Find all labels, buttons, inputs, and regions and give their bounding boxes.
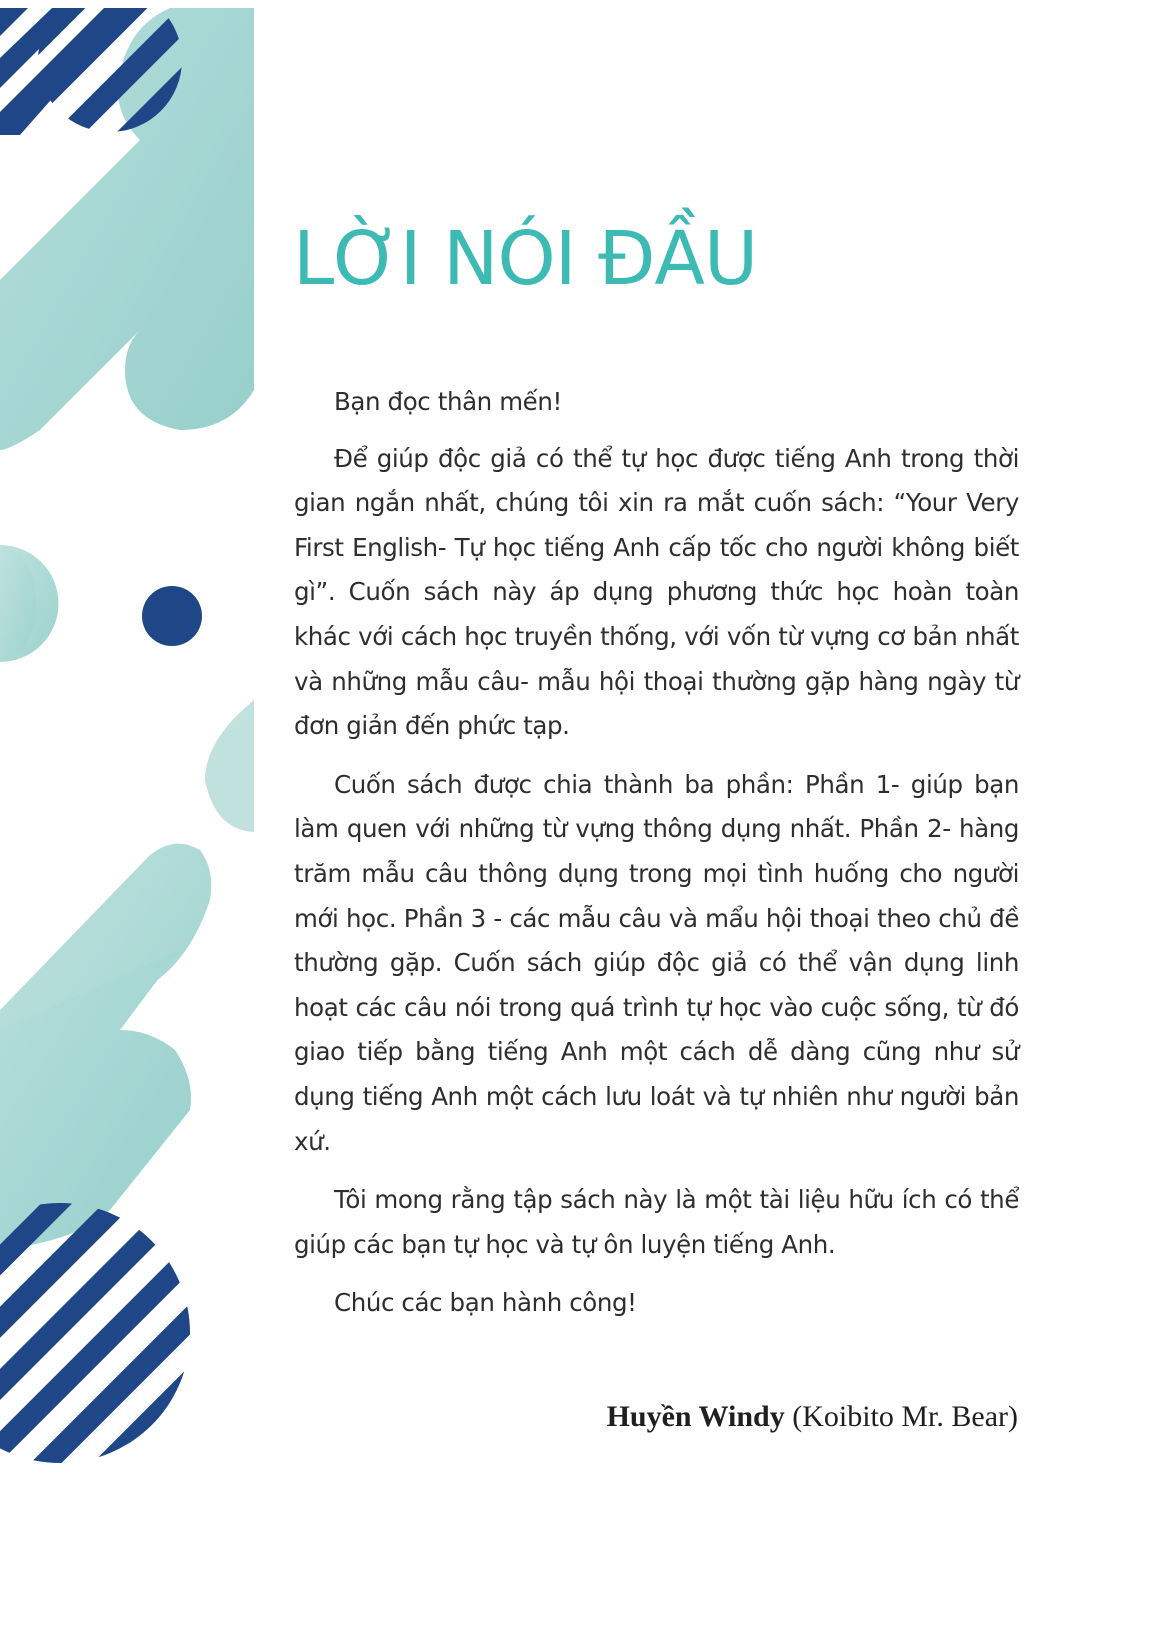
teal-half-circle-right (205, 700, 254, 832)
signature (607, 1400, 1018, 1434)
page-title: LỜI NÓI ĐẦU (293, 216, 758, 302)
author-name: Huyền Windy (606, 1400, 785, 1433)
decorative-side-panel (0, 0, 260, 1646)
greeting: Bạn đọc thân mến! (334, 387, 562, 416)
striped-circle-bottom-icon (0, 1180, 260, 1500)
paragraph-structure: Cuốn sách được chia thành ba phần: Phần 1- giúp bạn làm quen với những từ vựng thông dụng nhất. Phần 2- hàng trăm mẫu câu thông dụng trong mọi tình huống cho người mới học. Phần 3 - các mẫu câu và mẩu hội thoại theo chủ đề thường gặp. Cuốn sách giúp độc giả có thể vận dụng linh hoạt các câu nói trong quá trình tự học vào cuộc sống, từ đó giao tiếp bằng tiếng Anh một cách dễ dàng cũng như sử dụng tiếng Anh một cách lưu loát và tự nhiên như người bản xứ. (294, 769, 1019, 1156)
paragraph-intro: Để giúp độc giả có thể tự học được tiếng Anh trong thời gian ngắn nhất, chúng tôi xin ra mắt cuốn sách: “Your Very First English- Tự học tiếng Anh cấp tốc cho người không biết gì”. Cuốn sách này áp dụng phương thức học hoàn toàn khác với cách học truyền thống, với vốn từ vựng cơ bản nhất và những mẫu câu- mẫu hội thoại thường gặp hàng ngày từ đơn giản đến phức tạp. (294, 443, 1019, 741)
author-alias: (Koibito Mr. Bear) (792, 1400, 1018, 1433)
paragraph-hope: Tôi mong rằng tập sách này là một tài liệu hữu ích có thể giúp các bạn tự học và tự ôn luyện tiếng Anh. (294, 1185, 1019, 1259)
closing-wish: Chúc các bạn hành công! (334, 1288, 637, 1318)
navy-dot-icon (142, 586, 202, 646)
preface-body (294, 380, 1019, 1340)
teal-arrow-shape-bottom (0, 844, 211, 1250)
